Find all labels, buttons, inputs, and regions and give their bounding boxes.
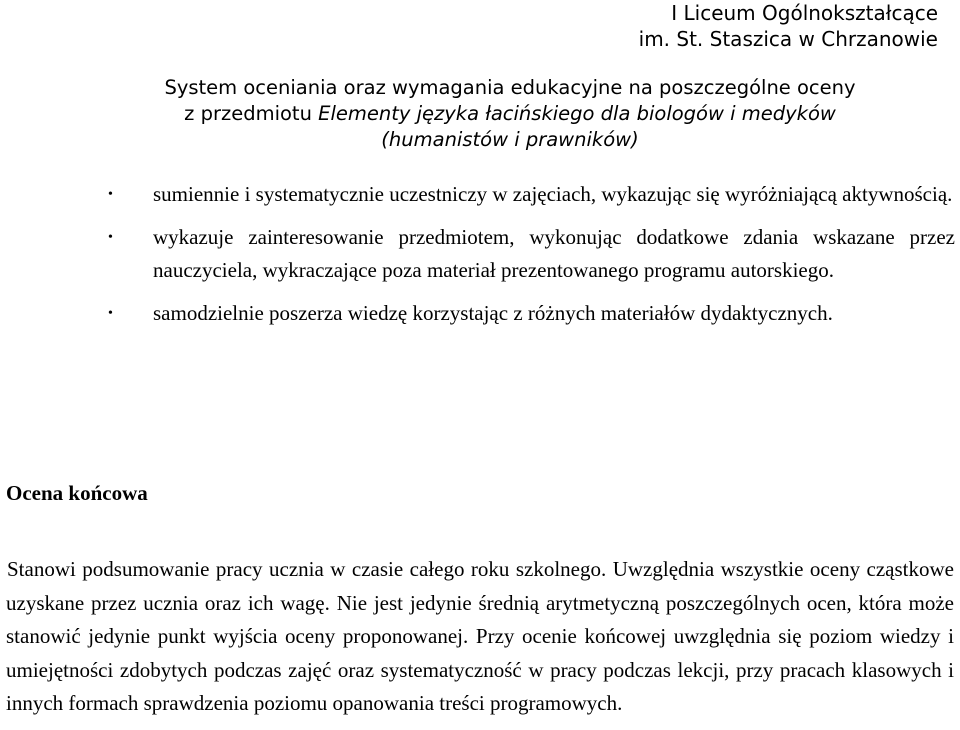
title-subject-name: Elementy języka łacińskiego dla biologów i medyków <box>318 102 836 125</box>
final-grade-paragraph: Stanowi podsumowanie pracy ucznia w czasie całego roku szkolnego. Uwzględnia wszystkie oceny cząstkowe uzyskane przez ucznia oraz ich wagę. Nie jest jedynie średnią arytmetyczną poszczególnych ocen, która może stanowić jedynie punkt wyjścia oceny proponowanej. Przy ocenie końcowej uwzględnia się poziom wiedzy i umiejętności zdobytych podczas zajęć oraz systematyczność w pracy podczas lekcji, przy pracach klasowych i innych formach sprawdzenia poziomu opanowania treści programowych. <box>6 557 954 715</box>
section-heading-final-grade: Ocena końcowa <box>6 481 148 505</box>
bullet-icon: • <box>108 306 113 321</box>
title-line-1: System oceniania oraz wymagania edukacyjne na poszczególne oceny <box>164 76 856 99</box>
list-item <box>108 178 955 211</box>
title-subject-audience: (humanistów i prawników) <box>381 128 639 151</box>
title-subject-prefix: z przedmiotu <box>184 102 319 125</box>
requirements-list <box>108 178 955 330</box>
list-item-text: wykazuje zainteresowanie przedmiotem, wykonując dodatkowe zdania wskazane przez nauczyciela, wykraczające poza materiał prezentowanego programu autorskiego. <box>153 225 955 282</box>
bullet-icon: • <box>108 187 113 202</box>
document-title <box>100 75 920 153</box>
list-item-text: samodzielnie poszerza wiedzę korzystając z różnych materiałów dydaktycznych. <box>153 301 833 325</box>
school-header <box>639 0 938 52</box>
title-line-3 <box>100 127 920 153</box>
list-item <box>108 221 955 287</box>
school-name: I Liceum Ogólnokształcące <box>671 1 938 25</box>
list-item <box>108 297 955 330</box>
title-line-2 <box>100 101 920 127</box>
school-location: im. St. Staszica w Chrzanowie <box>638 27 938 51</box>
list-item-text: sumiennie i systematycznie uczestniczy w zajęciach, wykazując się wyróżniającą aktywnością. <box>153 182 953 206</box>
bullet-icon: • <box>108 230 113 245</box>
